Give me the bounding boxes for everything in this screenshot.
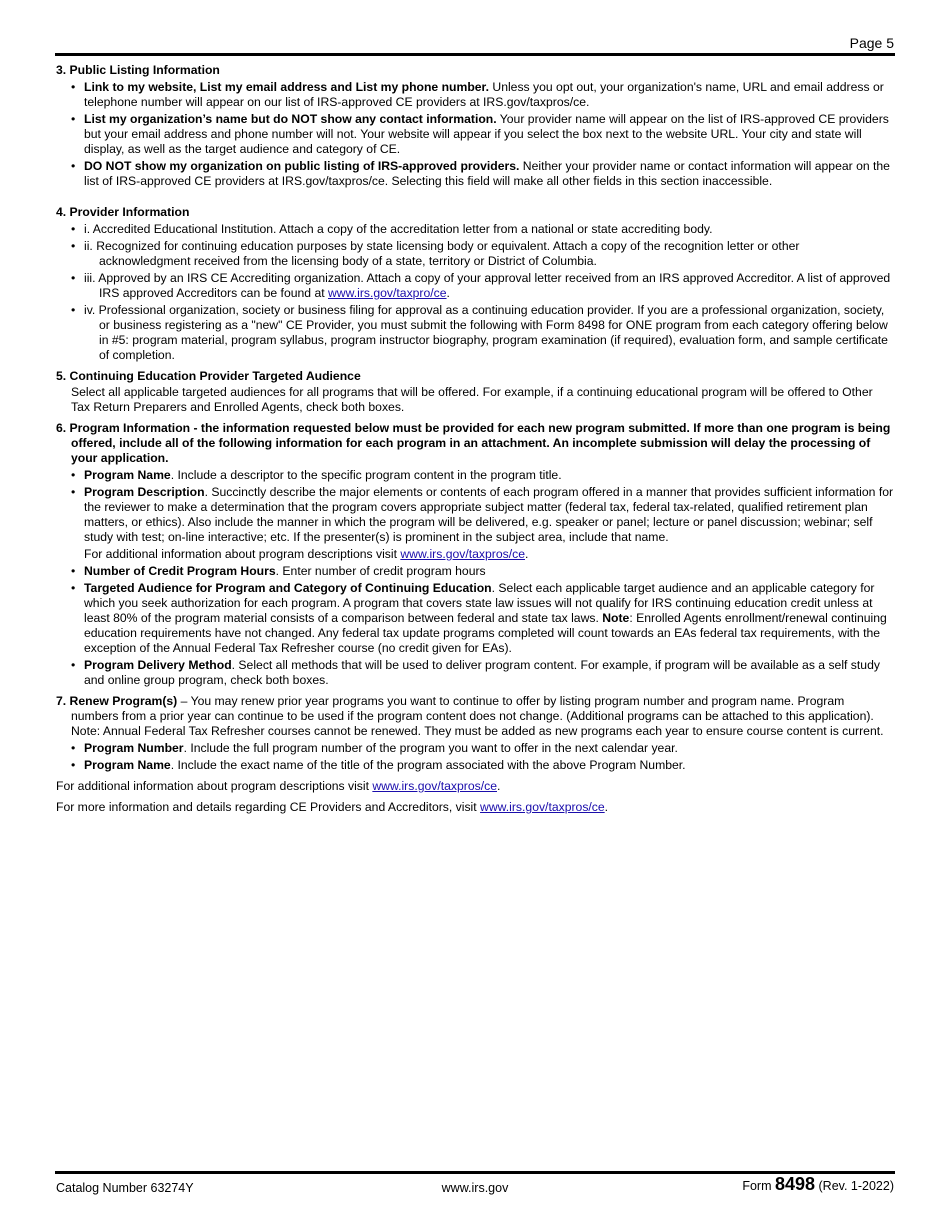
list-item: • ii. Recognized for continuing education purposes by state licensing body or equivalent. Attach a copy of the recognition letter or other acknowledgment received from the licensing body of a state, territory or District of Columbia. xyxy=(56,239,894,269)
section-title: 4. Provider Information xyxy=(56,205,190,219)
footer-website: www.irs.gov xyxy=(441,1181,509,1195)
list-item: • Program Name. Include a descriptor to the specific program content in the program title. xyxy=(56,468,894,483)
top-rule xyxy=(55,53,895,56)
list-item: • Number of Credit Program Hours. Enter number of credit program hours xyxy=(56,564,894,579)
bullet-list xyxy=(56,222,894,363)
page-number: Page 5 xyxy=(849,35,894,51)
bottom-rule xyxy=(55,1171,895,1174)
list-item: • iv. Professional organization, society or business filing for approval as a continuing education provider. If you are a professional organization, society, or business registering as a "new" CE Provider, you must submit the following with Form 8498 for ONE program from each category offering below in #5: program material, program syllabus, program instructor biography, program examination (if required), evaluation form, and sample certificate of completion. xyxy=(56,303,894,363)
list-item: • i. Accredited Educational Institution. Attach a copy of the accreditation letter from a national or state accrediting body. xyxy=(56,222,894,237)
form-number: 8498 xyxy=(774,1174,816,1194)
page-content xyxy=(56,63,894,821)
accreditors-link[interactable]: www.irs.gov/taxpro/ce xyxy=(328,286,447,300)
section-title: 5. Continuing Education Provider Targeted Audience xyxy=(56,369,361,383)
list-item: • Program Name. Include the exact name of the title of the program associated with the above Program Number. xyxy=(56,758,894,773)
section-public-listing xyxy=(56,63,894,189)
bullet-list xyxy=(56,468,894,688)
section-title: 3. Public Listing Information xyxy=(56,63,220,77)
list-item: • iii. Approved by an IRS CE Accrediting organization. Attach a copy of your approval letter received from an IRS approved Accreditor. A list of approved IRS approved Accreditors can be found at www.irs.gov/taxpro/ce. xyxy=(56,271,894,301)
bullet-list xyxy=(56,80,894,189)
closing-paragraph: For more information and details regarding CE Providers and Accreditors, visit www.irs.gov/taxpros/ce. xyxy=(56,800,609,814)
section-renew-programs xyxy=(56,694,894,773)
program-descriptions-link[interactable]: www.irs.gov/taxpros/ce xyxy=(400,547,525,561)
list-item: • List my organization’s name but do NOT show any contact information. Your provider name will appear on the list of IRS-approved CE providers but your email address and phone number will not. Your website will appear if you select the box next to the website URL. Your city and state will display, as well as the target audience and category of CE. xyxy=(56,112,894,157)
page-footer xyxy=(56,1174,894,1199)
section-program-information xyxy=(56,421,894,688)
ce-providers-link[interactable]: www.irs.gov/taxpros/ce xyxy=(480,800,605,814)
list-item: • Targeted Audience for Program and Category of Continuing Education. Select each applicable target audience and an applicable category for which you seek authorization for each program. A program that covers state law issues will not qualify for IRS continuing education credit unless at least 80% of the program material consists of a comparison between federal and state tax laws. Note: Enrolled Agents enrollment/renewal continuing education requirements have not changed. Any federal tax update programs completed will count towards an EAs federal tax requirements, with the exception of the Annual Federal Tax Refresher course (no credit given for EAs). xyxy=(56,581,894,656)
section-body: Select all applicable targeted audiences for all programs that will be offered. For example, if a continuing educational program will be offered to Other Tax Return Preparers and Enrolled Agents, check both boxes. xyxy=(71,385,873,414)
section-title: 7. Renew Program(s) – You may renew prior year programs you want to continue to offer by listing program number and program name. Program numbers from a prior year can continue to be used if the program content does not change. (Additional programs can be attached to this application). Note: Annual Federal Tax Refresher courses cannot be renewed. They must be added as new programs each year to ensure course content is current. xyxy=(56,694,884,738)
list-item: • Program Number. Include the full program number of the program you want to offer in the next calendar year. xyxy=(56,741,894,756)
program-descriptions-link-2[interactable]: www.irs.gov/taxpros/ce xyxy=(372,779,497,793)
list-item: • Program Delivery Method. Select all methods that will be used to deliver program content. For example, if program will be available as a self study and online group program, check both boxes. xyxy=(56,658,894,688)
section-targeted-audience xyxy=(56,369,894,415)
list-item: • DO NOT show my organization on public listing of IRS-approved providers. Neither your provider name or contact information will appear on the list of IRS-approved CE providers at IRS.gov/taxpros/ce. Selecting this field will make all other fields in this section inaccessible. xyxy=(56,159,894,189)
form-identifier: Form 8498 (Rev. 1-2022) xyxy=(742,1174,894,1194)
closing-paragraph: For additional information about program descriptions visit www.irs.gov/taxpros/ce. xyxy=(56,779,501,793)
section-provider-information xyxy=(56,205,894,363)
bullet-list xyxy=(56,741,894,773)
section-title: 6. Program Information - the information requested below must be provided for each new program submitted. If more than one program is being offered, include all of the following information for each program in an attachment. An incomplete submission will delay the processing of your application. xyxy=(56,421,891,465)
catalog-number: Catalog Number 63274Y xyxy=(56,1181,194,1195)
list-item: • Program Description. Succinctly describe the major elements or contents of each program offered in a manner that provides sufficient information for the reviewer to make a determination that the program covers appropriate subject matter (federal tax, federal tax-related, qualified retirement plan matters, or ethics). Also include the manner in which the program will be delivered, e.g. speaker or panel; lecture or panel discussion; webinar; self study with test; on-line interactive; etc. If the presenter(s) is prominent in the subject area, include that name. For additional information about program descriptions visit www.irs.gov/taxpros/ce. xyxy=(56,485,894,562)
list-item: • Link to my website, List my email address and List my phone number. Unless you opt out, your organization's name, URL and email address or telephone number will appear on our list of IRS-approved CE providers at IRS.gov/taxpros/ce. xyxy=(56,80,894,110)
